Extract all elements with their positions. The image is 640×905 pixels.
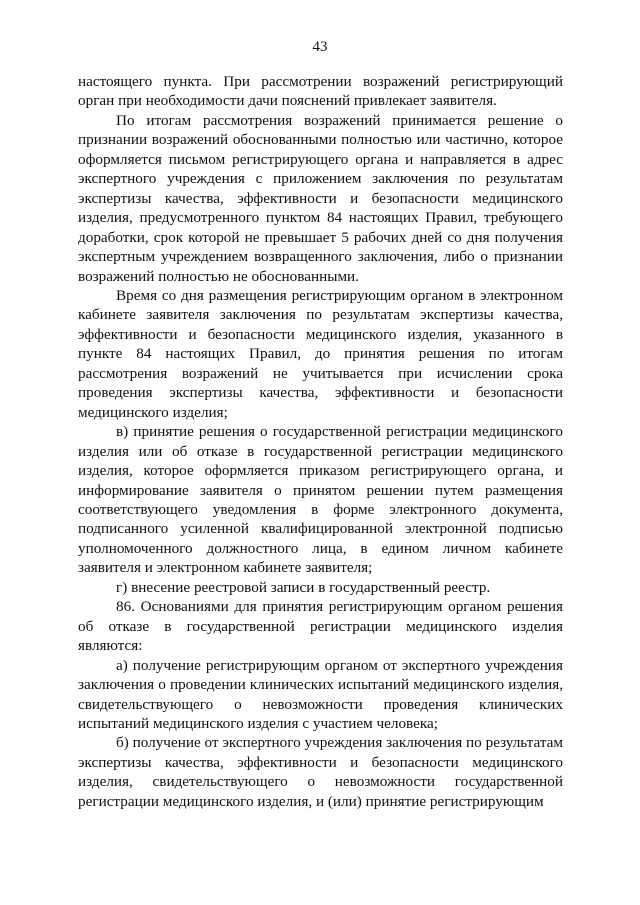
document-body — [78, 72, 563, 811]
paragraph-item-v: в) принятие решения о государственной регистрации медицинского изделия или об отказе в государственной регистрации медицинского изделия, которое оформляется приказом регистрирующего органа, и информирование заявителя о принятом решении путем размещения соответствующего уведомления в форме электронного документа, подписанного усиленной квалифицированной электронной подписью уполномоченного должностного лица, в едином личном кабинете заявителя и электронном кабинете заявителя; — [78, 423, 563, 577]
paragraph-objections-decision: По итогам рассмотрения возражений принимается решение о признании возражений обоснованными полностью или частично, которое оформляется письмом регистрирующего органа и направляется в адрес экспертного учреждения с приложением заключения по результатам экспертизы качества, эффективности и безопасности медицинского изделия, предусмотренного пунктом 84 настоящих Правил, требующего доработки, срок которой не превышает 5 рабочих дней со дня получения экспертным учреждением возвращенного заключения, либо о признании возражений полностью не обоснованными. — [78, 111, 563, 285]
paragraph-86: 86. Основаниями для принятия регистрирующим органом решения об отказе в государственной регистрации медицинского изделия являются: — [78, 598, 563, 655]
page-number: 43 — [312, 39, 328, 55]
paragraph-item-b: б) получение от экспертного учреждения заключения по результатам экспертизы качества, эффективности и безопасности медицинского изделия, свидетельствующего о невозможности государственной регистрации медицинского изделия, и (или) принятие регистрирующим — [78, 734, 563, 810]
paragraph-continuation: настоящего пункта. При рассмотрении возражений регистрирующий орган при необходимости дачи пояснений привлекает заявителя. — [78, 73, 563, 110]
paragraph-time-not-counted: Время со дня размещения регистрирующим органом в электронном кабинете заявителя заключения по результатам экспертизы качества, эффективности и безопасности медицинского изделия, указанного в пункте 84 настоящих Правил, до принятия решения по итогам рассмотрения возражений не учитывается при исчислении срока проведения экспертизы качества, эффективности и безопасности медицинского изделия; — [78, 286, 563, 421]
paragraph-item-g: г) внесение реестровой записи в государственный реестр. — [116, 578, 491, 596]
paragraph-item-a: а) получение регистрирующим органом от экспертного учреждения заключения о проведении клинических испытаний медицинского изделия, свидетельствующего о невозможности проведения клинических испытаний медицинского изделия с участием человека; — [78, 656, 563, 732]
